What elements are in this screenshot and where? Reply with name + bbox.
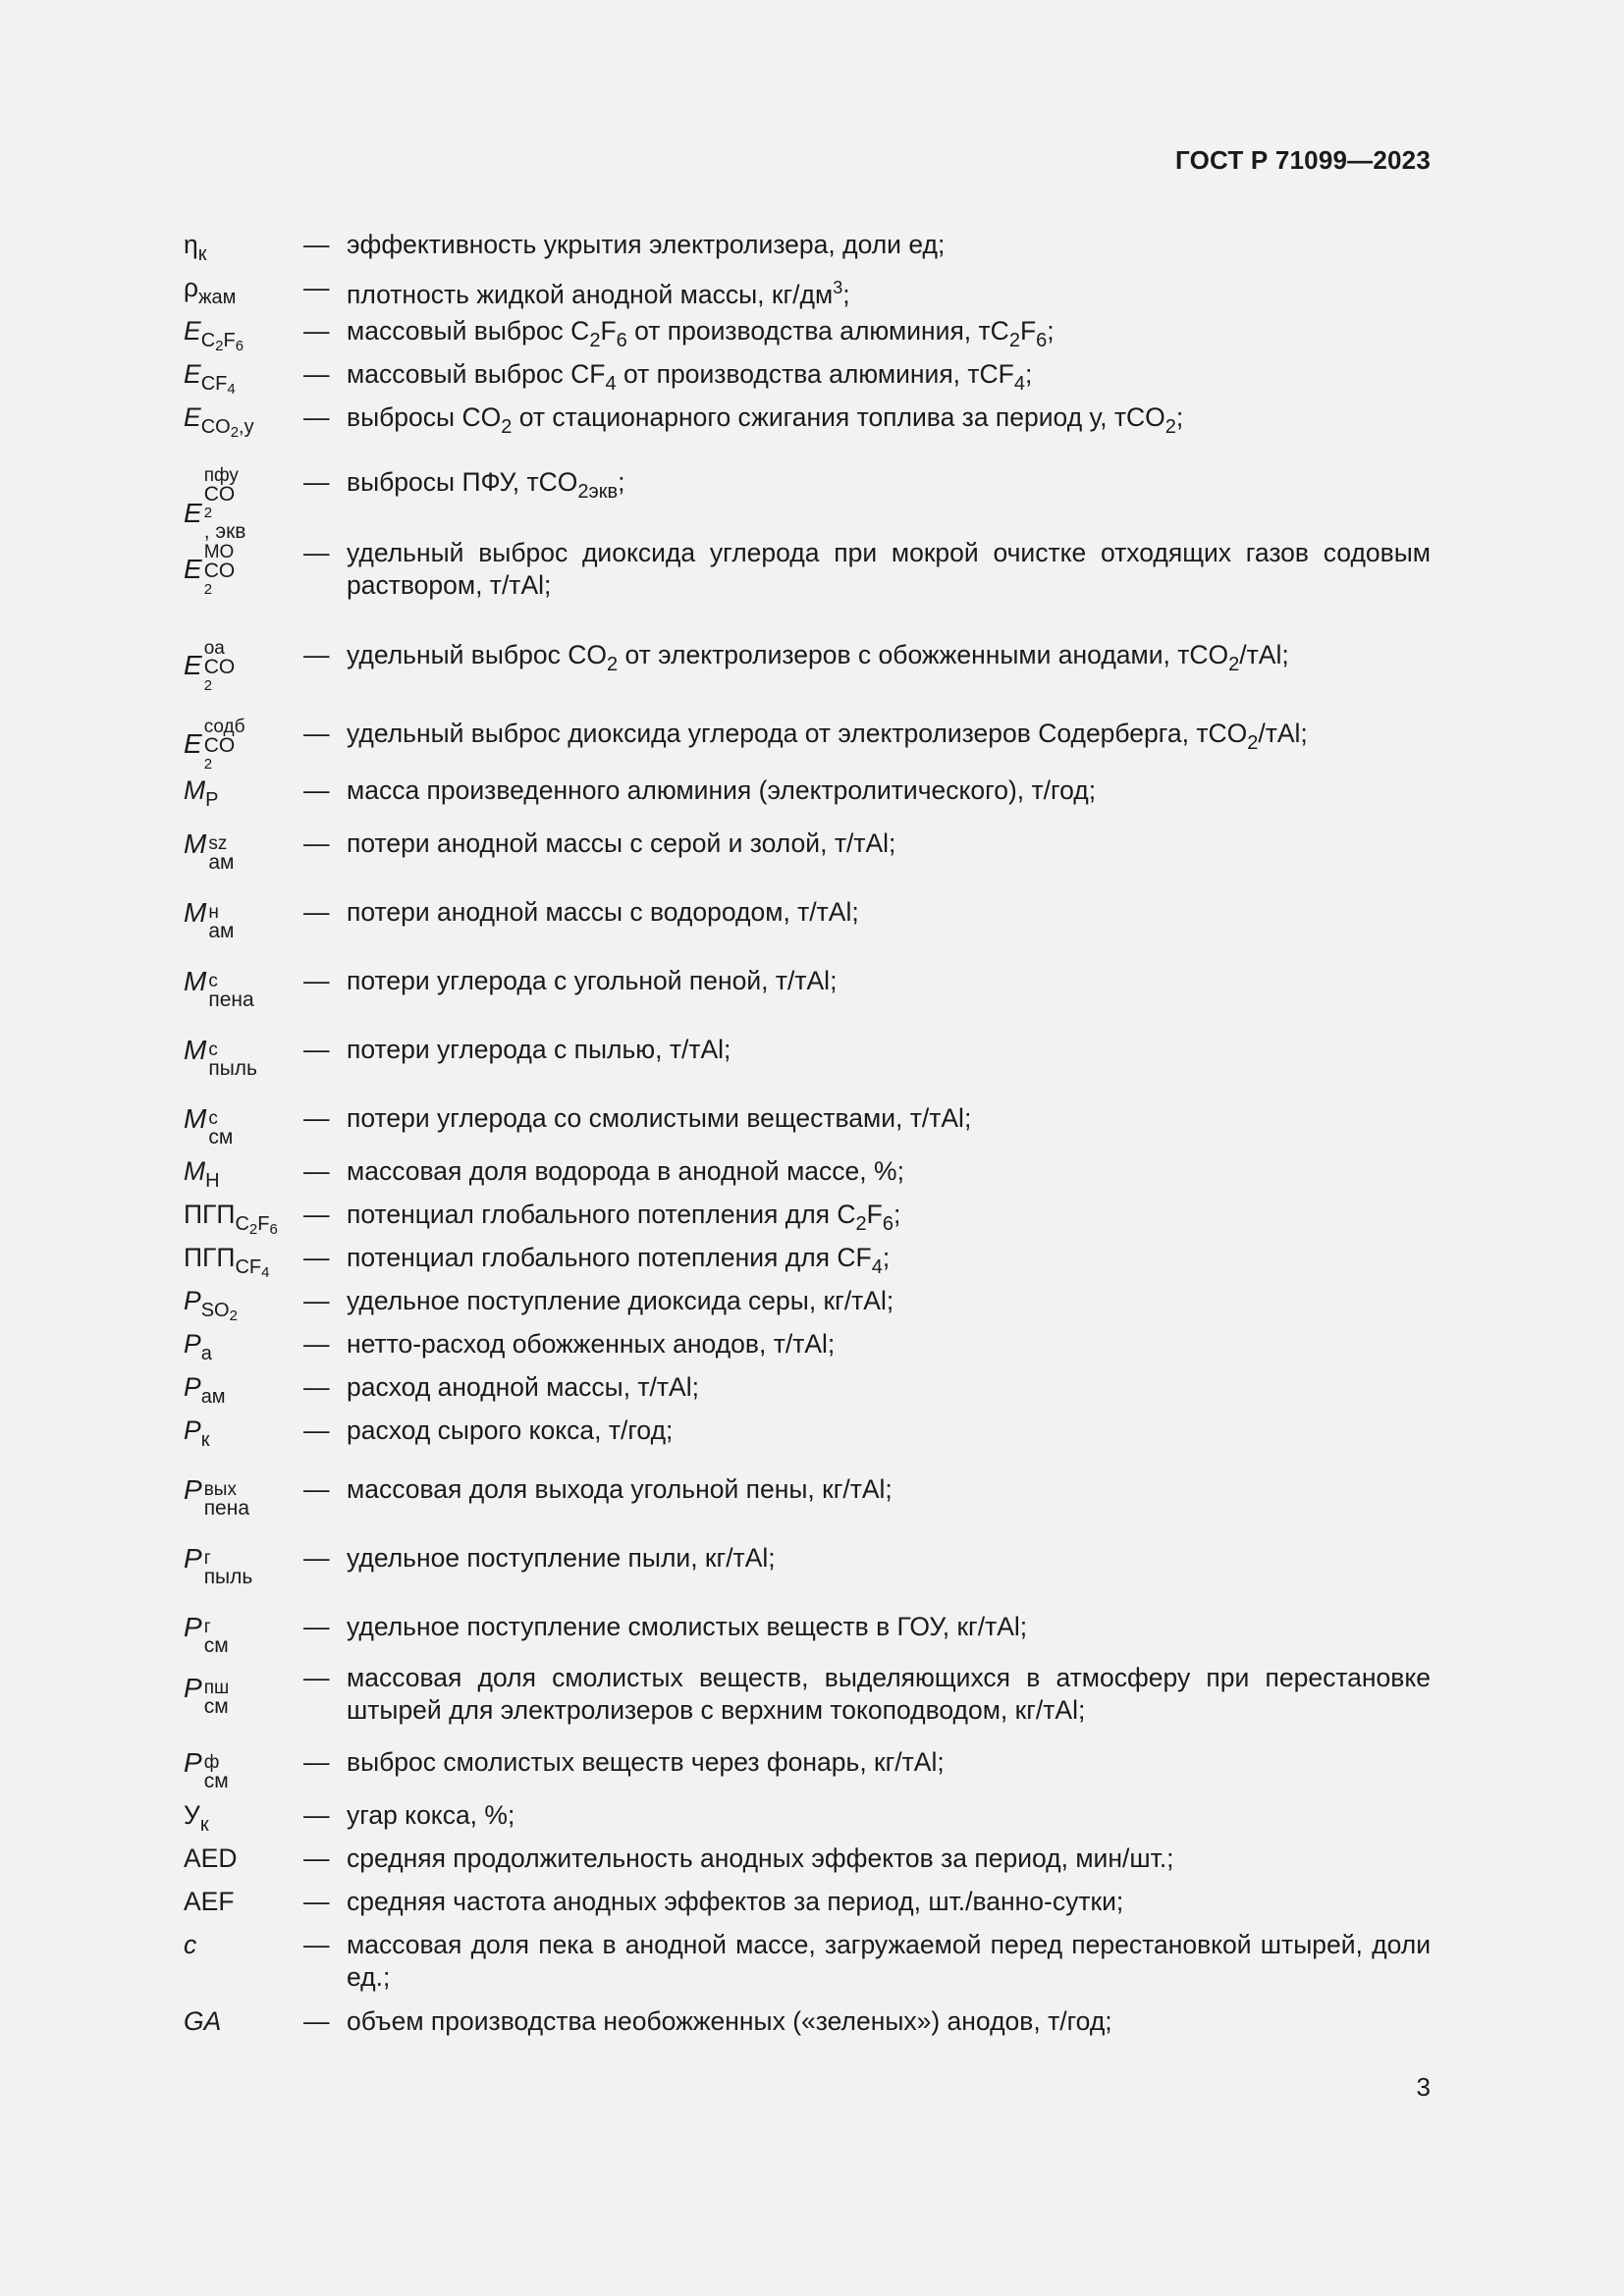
symbol: $E_{CO_2,у}$ <box>184 402 254 441</box>
definition-row <box>184 1542 1431 1588</box>
definition-row <box>184 1371 1431 1408</box>
symbol: $E_{CF_4}$ <box>184 359 236 398</box>
definition-text: средняя продолжительность анодных эффектов за период, мин/шт.; <box>347 1843 1174 1873</box>
definitions-list <box>184 229 1431 2035</box>
dash: — <box>303 230 330 259</box>
definition-row <box>184 401 1431 441</box>
symbol: P ф см <box>184 1747 229 1792</box>
definition-text: удельный выброс $CO_2$ от электролизеров с обожженными анодами, тCO$_2$/тAl; <box>347 640 1289 675</box>
definition-row <box>184 1242 1431 1281</box>
symbol: $\eta_к$ <box>184 230 207 265</box>
definition-text: объем производства необожженных («зеленых») анодов, т/год; <box>347 2006 1112 2036</box>
symbol: c <box>184 1930 197 1959</box>
symbol: $P_а$ <box>184 1329 212 1364</box>
symbol: M н ам <box>184 897 235 942</box>
definition-row <box>184 1473 1431 1520</box>
definition-text: удельное поступление смолистых веществ в ГОУ, кг/тAl; <box>347 1612 1028 1641</box>
definition-text: потери анодной массы с серой и золой, т/тAl; <box>347 828 896 858</box>
definition-text: удельный выброс диоксида углерода при мокрой очистке отходящих газов содовым раствором, т/тAl; <box>347 538 1431 600</box>
definition-row <box>184 1746 1431 1792</box>
definition-text: потенциал глобального потепления для $C_2F_6$; <box>347 1200 901 1235</box>
definition-text: расход сырого кокса, т/год; <box>347 1415 674 1445</box>
symbol: P г см <box>184 1612 229 1657</box>
symbol: $\rho_{жам}$ <box>184 273 237 308</box>
definition-text: массовая доля водорода в анодной массе, %; <box>347 1156 904 1186</box>
definition-row <box>184 358 1431 398</box>
dash: — <box>303 1663 330 1692</box>
symbol: $P_к$ <box>184 1415 210 1451</box>
symbol: M с пена <box>184 966 254 1011</box>
dash: — <box>303 1200 330 1229</box>
dash: — <box>303 1103 330 1133</box>
definition-row <box>184 1842 1431 1872</box>
definition-row <box>184 537 1431 602</box>
definition-row <box>184 965 1431 1011</box>
definition-text: удельное поступление диоксида серы, кг/тAl; <box>347 1286 894 1315</box>
definition-row <box>184 1034 1431 1080</box>
dash: — <box>303 467 330 497</box>
definition-text: потери углерода со смолистыми веществами, т/тAl; <box>347 1103 972 1133</box>
definition-text: потенциал глобального потепления для $CF_4$; <box>347 1243 891 1278</box>
dash: — <box>303 316 330 346</box>
definition-text: выбросы ПФУ, тCO$_{2экв}$; <box>347 467 625 503</box>
dash: — <box>303 775 330 805</box>
definition-text: массовая доля выхода угольной пены, кг/тAl; <box>347 1474 893 1504</box>
definition-text: угар кокса, %; <box>347 1800 515 1830</box>
symbol: $E_{C_2F_6}$ <box>184 316 244 354</box>
symbol: P г пыль <box>184 1543 253 1588</box>
definition-row <box>184 1328 1431 1364</box>
document-header: ГОСТ Р 71099—2023 <box>1175 145 1431 175</box>
definition-text: массовый выброс $C_2F_6$ от производства алюминия, $тC_2F_6$; <box>347 316 1055 351</box>
symbol: M с см <box>184 1103 234 1148</box>
definition-row <box>184 638 1431 694</box>
definition-row <box>184 774 1431 811</box>
definition-row <box>184 1799 1431 1836</box>
symbol: P пш см <box>184 1673 230 1718</box>
dash: — <box>303 1474 330 1504</box>
definition-row <box>184 1886 1431 1915</box>
symbol: $M_Н$ <box>184 1156 220 1192</box>
symbol: E содб CO 2 <box>184 717 245 773</box>
definition-row <box>184 1929 1431 1994</box>
dash: — <box>303 1800 330 1830</box>
dash: — <box>303 1286 330 1315</box>
dash: — <box>303 1612 330 1641</box>
dash: — <box>303 2006 330 2036</box>
definition-row <box>184 828 1431 874</box>
symbol: $ПГП_{C_2F_6}$ <box>184 1200 278 1238</box>
dash: — <box>303 1156 330 1186</box>
dash: — <box>303 1843 330 1873</box>
definition-row <box>184 465 1431 543</box>
dash: — <box>303 273 330 302</box>
symbol: M с пыль <box>184 1035 257 1080</box>
symbol: AED <box>184 1843 238 1873</box>
definition-row <box>184 1155 1431 1192</box>
symbol: AEF <box>184 1887 235 1916</box>
dash: — <box>303 1887 330 1916</box>
definition-text: плотность жидкой анодной массы, $кг/дм^3$; <box>347 278 850 309</box>
definition-row <box>184 229 1431 265</box>
definition-row <box>184 717 1431 773</box>
definition-row <box>184 1611 1431 1657</box>
symbol: P вых пена <box>184 1474 250 1520</box>
definition-text: нетто-расход обожженных анодов, т/тAl; <box>347 1329 836 1359</box>
symbol: M sz ам <box>184 828 235 874</box>
dash: — <box>303 359 330 389</box>
dash: — <box>303 1372 330 1402</box>
dash: — <box>303 1243 330 1272</box>
symbol: GA <box>184 2006 222 2036</box>
symbol: $У_к$ <box>184 1800 209 1836</box>
dash: — <box>303 1747 330 1777</box>
dash: — <box>303 1329 330 1359</box>
dash: — <box>303 640 330 669</box>
dash: — <box>303 538 330 567</box>
definition-text: средняя частота анодных эффектов за период, шт./ванно-сутки; <box>347 1887 1124 1916</box>
definition-text: массовая доля пека в анодной массе, загружаемой перед перестановкой штырей, доли ед.; <box>347 1930 1431 1992</box>
dash: — <box>303 966 330 995</box>
symbol: E пфу CO 2 , экв <box>184 465 246 543</box>
definition-text: удельный выброс диоксида углерода от электролизеров Содерберга, тCO$_2$/тAl; <box>347 719 1308 754</box>
definition-row <box>184 2005 1431 2035</box>
dash: — <box>303 402 330 432</box>
definition-row <box>184 315 1431 354</box>
definition-text: потери анодной массы с водородом, т/тAl; <box>347 897 859 927</box>
symbol: $ПГП_{CF_4}$ <box>184 1243 270 1281</box>
dash: — <box>303 1930 330 1959</box>
definition-text: эффективность укрытия электролизера, доли ед; <box>347 230 946 259</box>
page-number: 3 <box>1416 2072 1431 2102</box>
dash: — <box>303 897 330 927</box>
dash: — <box>303 1035 330 1064</box>
definition-row <box>184 1415 1431 1451</box>
definition-row <box>184 1662 1431 1727</box>
definition-text: масса произведенного алюминия (электролитического), т/год; <box>347 775 1097 805</box>
definition-text: массовая доля смолистых веществ, выделяющихся в атмосферу при перестановке штырей для электролизеров с верхним токоподводом, кг/тAl; <box>347 1663 1431 1725</box>
definition-row <box>184 1199 1431 1238</box>
symbol: $M_Р$ <box>184 775 219 811</box>
definition-text: выбросы $CO_2$ от стационарного сжигания топлива за период у, тCO$_2$; <box>347 402 1184 438</box>
dash: — <box>303 828 330 858</box>
definition-text: выброс смолистых веществ через фонарь, кг/тAl; <box>347 1747 945 1777</box>
definition-row <box>184 1285 1431 1324</box>
definition-text: удельное поступление пыли, кг/тAl; <box>347 1543 776 1573</box>
definition-text: расход анодной массы, т/тAl; <box>347 1372 699 1402</box>
dash: — <box>303 1543 330 1573</box>
definition-row <box>184 272 1431 309</box>
definition-row <box>184 896 1431 942</box>
symbol: $P_{SO_2}$ <box>184 1286 238 1324</box>
definition-text: потери углерода с пылью, т/тAl; <box>347 1035 731 1064</box>
definition-row <box>184 1102 1431 1148</box>
symbol: $P_{ам}$ <box>184 1372 226 1408</box>
definition-text: потери углерода с угольной пеной, т/тAl; <box>347 966 838 995</box>
definition-text: массовый выброс $CF_4$ от производства алюминия, тCF$_4$; <box>347 359 1033 395</box>
symbol: E МО CO 2 <box>184 542 236 598</box>
dash: — <box>303 719 330 748</box>
symbol: E оа CO 2 <box>184 638 236 694</box>
dash: — <box>303 1415 330 1445</box>
